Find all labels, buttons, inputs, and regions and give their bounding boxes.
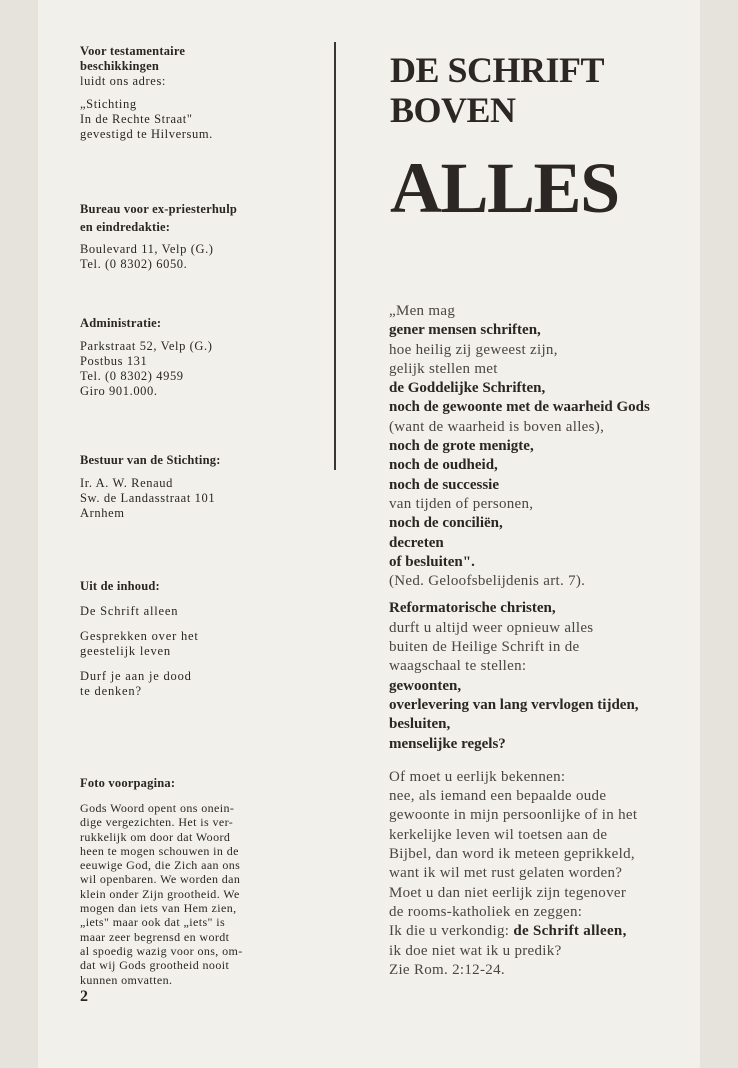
quote-line: (Ned. Geloofsbelijdenis art. 7).	[389, 573, 586, 590]
page-title	[390, 50, 619, 228]
closing-end-line: Zie Rom. 2:12-24.	[389, 961, 505, 978]
bureau-heading-2: en eindredaktie:	[80, 220, 171, 234]
page	[38, 0, 700, 1068]
foto-line: klein onder Zijn grootheid. We	[80, 886, 240, 901]
inhoud-item-line: Durf je aan je dood	[80, 669, 192, 683]
inhoud-item-line: Gesprekken over het	[80, 629, 199, 643]
bureau-line: Boulevard 11, Velp (G.)	[80, 242, 214, 256]
foto-line: mogen dan iets van Hem zien,	[80, 901, 237, 916]
question-line: durft u altijd weer opnieuw alles	[389, 619, 594, 636]
inhoud-item	[80, 629, 305, 659]
closing-line: kerkelijke leven wil toetsen aan de	[389, 826, 608, 843]
foto-line: eeuwige God, die Zich aan ons	[80, 858, 241, 873]
quote-line: decreten	[389, 534, 444, 551]
inhoud-heading: Uit de inhoud:	[80, 579, 160, 593]
foto-line: „iets" maar ook dat „iets" is	[80, 915, 226, 930]
closing-line: Bijbel, dan word ik meteen geprikkeld,	[389, 846, 635, 863]
quote-line: van tijden of personen,	[389, 495, 534, 512]
bestuur-line: Ir. A. W. Renaud	[80, 476, 173, 490]
inhoud-item-line: te denken?	[80, 684, 142, 698]
question-line: Reformatorische christen,	[389, 600, 556, 617]
administratie-line: Parkstraat 52, Velp (G.)	[80, 339, 213, 353]
foto-line: heen te mogen schouwen in de	[80, 843, 239, 858]
closing-line: want ik wil met rust gelaten worden?	[389, 865, 623, 882]
bureau-block	[80, 200, 305, 272]
testament-heading-2: beschikkingen	[80, 59, 160, 73]
inhoud-item-line: De Schrift alleen	[80, 604, 179, 618]
question-line: besluiten,	[389, 716, 451, 733]
administratie-line: Giro 901.000.	[80, 384, 158, 398]
foto-line: dige vergezichten. Het is ver-	[80, 815, 234, 830]
bureau-line: Tel. (0 8302) 6050.	[80, 257, 188, 271]
foto-line: maar zeer begrensd en wordt	[80, 929, 230, 944]
administratie-line: Tel. (0 8302) 4959	[80, 369, 184, 383]
bestuur-heading: Bestuur van de Stichting:	[80, 453, 221, 467]
administratie-block	[80, 316, 305, 399]
question-line: buiten de Heilige Schrift in de	[389, 639, 580, 656]
question-line: waagschaal te stellen:	[389, 658, 527, 675]
administratie-heading: Administratie:	[80, 316, 162, 330]
bureau-heading-1: Bureau voor ex-priesterhulp	[80, 202, 238, 216]
quote-line: gelijk stellen met	[389, 360, 498, 377]
title-line-1: DE SCHRIFT	[390, 50, 605, 90]
foto-block	[80, 776, 305, 987]
bestuur-line: Arnhem	[80, 506, 125, 520]
quote-line: noch de successie	[389, 476, 499, 493]
quote-line: noch de gewoonte met de waarheid Gods	[389, 399, 650, 416]
column-divider	[334, 42, 336, 470]
inhoud-block	[80, 579, 305, 709]
foto-line: wil openbaren. We worden dan	[80, 872, 241, 887]
inhoud-item-line: geestelijk leven	[80, 644, 171, 658]
closing-end-line: ik doe niet wat ik u predik?	[389, 942, 562, 959]
quote-line: gener mensen schriften,	[389, 322, 541, 339]
title-line-2: BOVEN	[390, 90, 516, 130]
page-number: 2	[80, 988, 88, 1005]
foto-caption	[80, 801, 305, 987]
testament-line: In de Rechte Straat"	[80, 112, 193, 126]
testament-line: gevestigd te Hilversum.	[80, 127, 213, 141]
quote-line: (want de waarheid is boven alles),	[389, 418, 605, 435]
title-line-3: ALLES	[390, 148, 619, 228]
testament-line: „Stichting	[80, 97, 137, 111]
closing-line: Moet u dan niet eerlijk zijn tegenover	[389, 884, 627, 901]
bestuur-block	[80, 453, 305, 521]
closing-block	[389, 768, 689, 922]
testament-line: luidt ons adres:	[80, 74, 166, 88]
administratie-line: Postbus 131	[80, 354, 148, 368]
bestuur-line: Sw. de Landasstraat 101	[80, 491, 216, 505]
closing-line: Of moet u eerlijk bekennen:	[389, 768, 566, 785]
quote-block	[389, 302, 689, 591]
quote-line: of besluiten".	[389, 553, 475, 570]
foto-line: rukkelijk om door dat Woord	[80, 829, 231, 844]
quote-line: „Men mag	[389, 303, 456, 319]
quote-line: noch de grote menigte,	[389, 438, 534, 455]
closing-mixed-line	[389, 922, 689, 941]
testament-heading-1: Voor testamentaire	[80, 44, 186, 58]
quote-line: noch de conciliën,	[389, 515, 503, 532]
testament-block	[80, 44, 305, 142]
foto-line: al spoedig wazig voor ons, om-	[80, 943, 243, 958]
inhoud-item	[80, 669, 305, 699]
inhoud-item	[80, 604, 305, 619]
question-line: menselijke regels?	[389, 735, 506, 752]
foto-line: kunnen omvatten.	[80, 972, 173, 987]
quote-line: noch de oudheid,	[389, 457, 498, 474]
closing-mixed-pre: Ik die u verkondig:	[389, 923, 514, 940]
question-line: gewoonten,	[389, 677, 462, 694]
question-line: overlevering van lang vervlogen tijden,	[389, 696, 639, 713]
foto-heading: Foto voorpagina:	[80, 776, 176, 790]
closing-mixed-bold: de Schrift alleen,	[513, 923, 627, 940]
closing-line: de rooms-katholiek en zeggen:	[389, 903, 583, 920]
foto-line: dat wij Gods grootheid nooit	[80, 958, 230, 973]
right-column	[389, 302, 689, 980]
foto-line: Gods Woord opent ons onein-	[80, 801, 235, 815]
closing-line: nee, als iemand een bepaalde oude	[389, 788, 607, 805]
quote-line: de Goddelijke Schriften,	[389, 380, 546, 397]
quote-line: hoe heilig zij geweest zijn,	[389, 341, 558, 358]
question-block	[389, 599, 689, 753]
closing-line: gewoonte in mijn persoonlijke of in het	[389, 807, 638, 824]
